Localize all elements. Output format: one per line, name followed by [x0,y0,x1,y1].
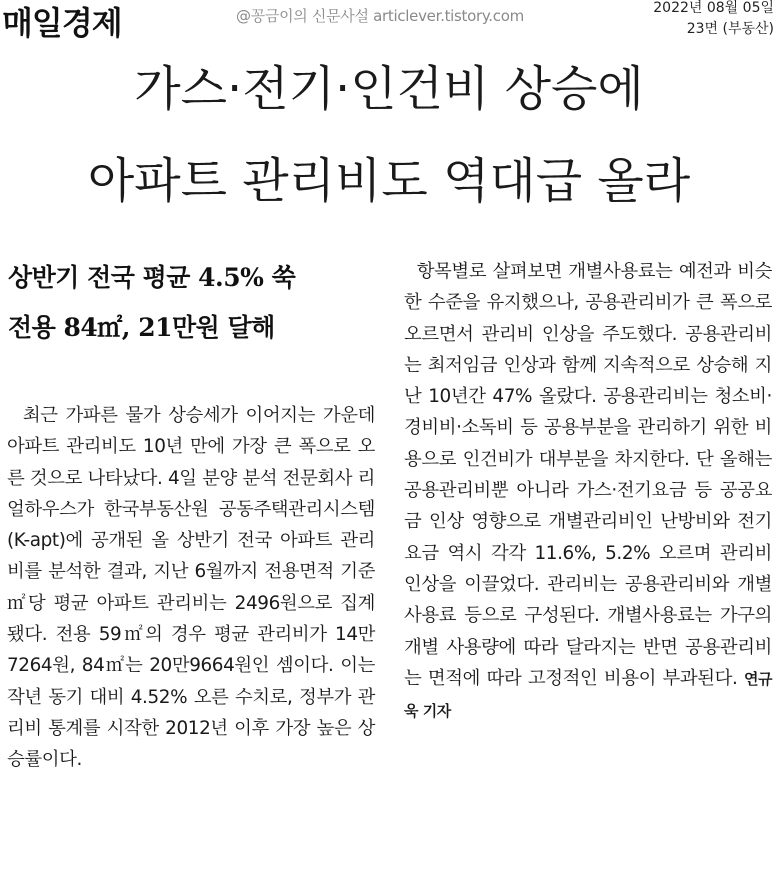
newspaper-name: 매일경제 [2,4,122,42]
article-column-left [7,400,375,776]
masthead [0,0,778,40]
article-column-right [404,256,772,727]
body-paragraph-1: 최근 가파른 물가 상승세가 이어지는 가운데 아파트 관리비도 10년 만에 가장 큰 폭으로 오른 것으로 나타났다. 4일 분양 분석 전문회사 리얼하우스가 한국부동산원 공동주택관리시스템(K-apt)에 공개된 올 상반기 전국 아파트 관리비를 분석한 결과, 지난 6월까지 전용면적 기준 ㎡당 평균 아파트 관리비는 2496원으로 집계됐다. 전용 59㎡의 경우 평균 관리비가 14만7264원, 84㎡는 20만9664원인 셈이다. 이는 작년 동기 대비 4.52% 오른 수치로, 정부가 관리비 통계를 시작한 2012년 이후 가장 높은 상승률이다. [7,405,375,771]
headline-line-2: 아파트 관리비도 역대급 올라 [87,153,691,209]
subheadline-line-2: 전용 84㎡, 21만원 달해 [8,313,275,342]
subheadline-line-1: 상반기 전국 평균 4.5% 쑥 [8,263,296,292]
headline-line-1: 가스·전기·인건비 상승에 [134,61,644,117]
watermark: @꽁금이의 신문사설 articlever.tistory.com [236,7,524,25]
publication-date: 2022년 08월 05일 [653,0,774,16]
page-section: 23면 (부동산) [686,21,774,37]
byline: 연규욱 기자 [404,669,772,721]
body-paragraph-2: 항목별로 살펴보면 개별사용료는 예전과 비슷한 수준을 유지했으나, 공용관리비가 큰 폭으로 오르면서 관리비 인상을 주도했다. 공용관리비는 최저임금 인상과 함께 지속적으로 상승해 지난 10년간 47% 올랐다. 공용관리비는 청소비·경비비·소독비 등 공용부분을 관리하기 위한 비용으로 인건비가 대부분을 차지한다. 단 올해는 공용관리비뿐 아니라 가스·전기요금 등 공공요금 인상 영향으로 개별관리비인 난방비와 전기요금 역시 각각 11.6%, 5.2% 오르며 관리비 인상을 이끌었다. 관리비는 공용관리비와 개별사용료 등으로 구성된다. 개별사용료는 가구의 개별 사용량에 따라 달라지는 반면 공용관리비는 면적에 따라 고정적인 비용이 부과된다. [404,261,772,689]
